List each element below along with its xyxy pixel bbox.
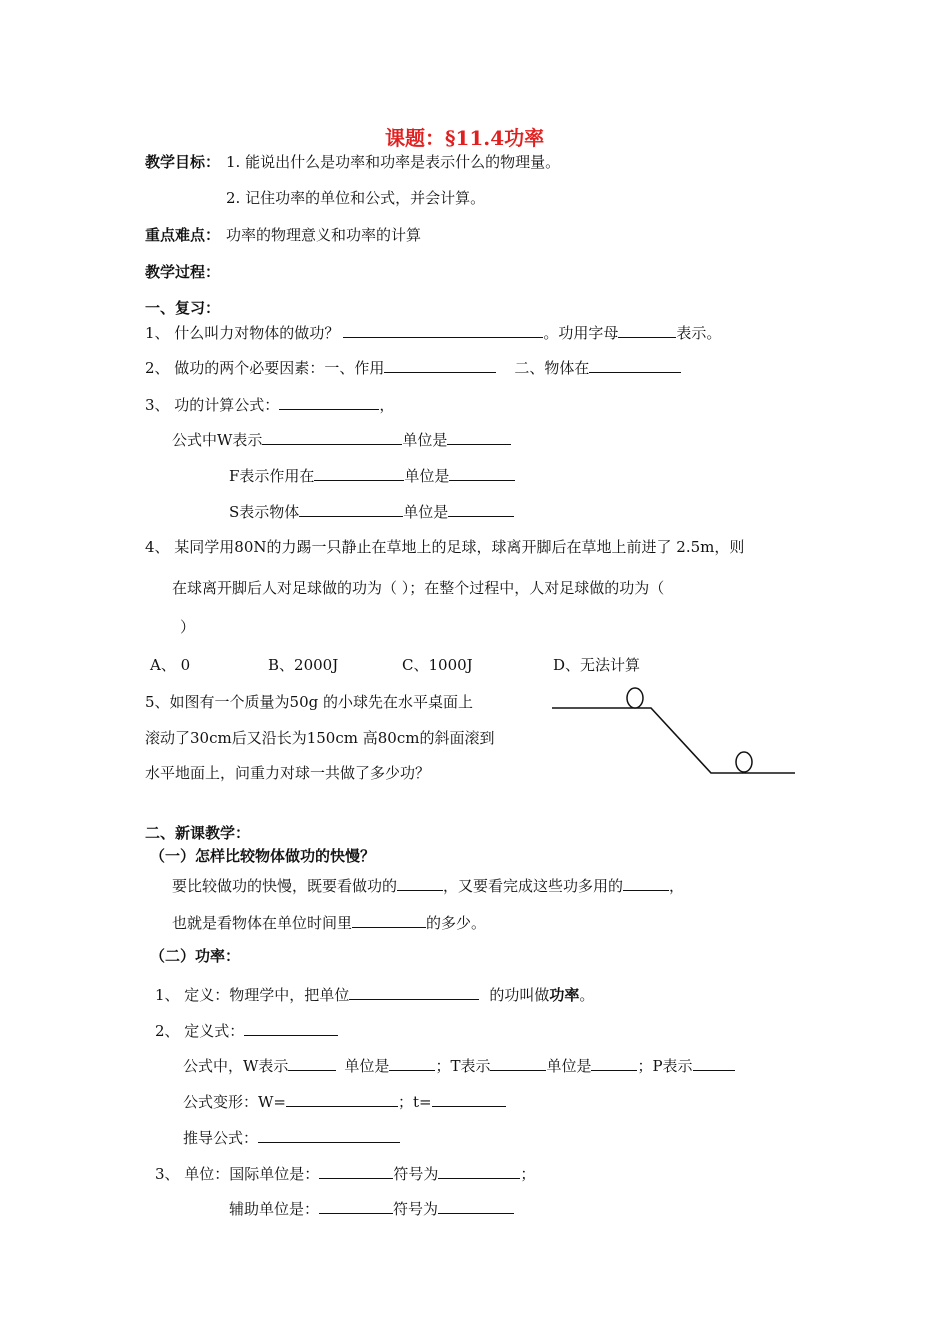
fx-t-label: ；T表示 (435, 1057, 491, 1075)
derived-formula-line (183, 1126, 400, 1148)
formula-variation-line (183, 1090, 506, 1112)
blank[interactable] (262, 428, 402, 445)
s-label: S表示物体 (229, 503, 300, 521)
review-q3 (145, 393, 394, 415)
blank[interactable] (314, 464, 404, 481)
part1-line2 (172, 911, 486, 933)
blank[interactable] (279, 393, 379, 410)
goals-label: 教学目标： (145, 153, 221, 171)
incline-diagram (545, 680, 805, 780)
aux-unit-label: 辅助单位是： (229, 1200, 320, 1218)
blank[interactable] (438, 1197, 514, 1214)
blank[interactable] (244, 1019, 338, 1036)
review-s-line (229, 500, 514, 522)
si-symbol-label: 符号为 (393, 1165, 439, 1183)
blank[interactable] (490, 1054, 546, 1071)
definition-line (155, 983, 594, 1005)
fx-t-unit-label: 单位是 (546, 1057, 592, 1075)
review-q2-text: 2、 做功的两个必要因素：一、作用 (145, 359, 385, 377)
blank[interactable] (589, 356, 681, 373)
review-q2-text-2: 二、物体在 (514, 359, 590, 377)
keypoints-text: 功率的物理意义和功率的计算 (226, 226, 422, 244)
blank[interactable] (618, 321, 676, 338)
variation-t-label: ；t= (398, 1093, 432, 1111)
blank[interactable] (448, 500, 514, 517)
w-label: 公式中W表示 (172, 431, 263, 449)
definition-text-2: 的功叫做 (489, 986, 550, 1004)
fx-w-label: 公式中，W表示 (183, 1057, 289, 1075)
review-q5-line2: 滚动了30cm后又沿长为150cm 高80cm的斜面滚到 (145, 729, 495, 747)
blank[interactable] (447, 428, 511, 445)
blank[interactable] (397, 874, 443, 891)
review-q4-line1: 4、 某同学用80N的力踢一只静止在草地上的足球，球离开脚后在草地上前进了 2.5m，则 (145, 538, 745, 556)
f-unit-label: 单位是 (404, 467, 450, 485)
unit-separator: ； (520, 1165, 536, 1183)
blank[interactable] (693, 1054, 735, 1071)
derived-formula-label: 推导公式： (183, 1129, 259, 1147)
w-unit-label: 单位是 (402, 431, 448, 449)
definition-text-3: 。 (579, 986, 595, 1004)
option-a[interactable]: A、 0 (150, 656, 191, 674)
review-q1 (145, 321, 721, 343)
blank[interactable] (623, 874, 669, 891)
blank[interactable] (319, 1162, 393, 1179)
review-q4-line3: ） (180, 618, 196, 636)
review-w-line (172, 428, 511, 450)
review-q5-line1: 5、如图有一个质量为50g 的小球先在水平桌面上 (145, 693, 474, 711)
part1-text-2: ，又要看完成这些功多用的 (443, 877, 624, 895)
blank[interactable] (286, 1090, 398, 1107)
definition-text: 1、 定义：物理学中，把单位 (155, 986, 350, 1004)
fx-p-label: ；P表示 (637, 1057, 693, 1075)
definition-term: 功率 (549, 986, 580, 1004)
incline-surface (552, 708, 795, 773)
formula-vars-line (183, 1054, 735, 1076)
review-q1-text-2: 。功用字母 (543, 324, 619, 342)
blank[interactable] (384, 356, 496, 373)
blank[interactable] (591, 1054, 637, 1071)
new-lesson-heading: 二、新课教学： (145, 824, 251, 842)
blank[interactable] (432, 1090, 506, 1107)
fx-w-unit-label: 单位是 (344, 1057, 390, 1075)
option-d[interactable]: D、无法计算 (553, 656, 641, 674)
review-q4-line2: 在球离开脚后人对足球做的功为（ ）；在整个过程中，人对足球做的功为（ (172, 579, 665, 597)
part1-heading: （一）怎样比较物体做功的快慢？ (150, 847, 376, 865)
blank[interactable] (258, 1126, 400, 1143)
blank[interactable] (299, 500, 403, 517)
goal-item-1: 1. 能说出什么是功率和功率是表示什么的物理量。 (226, 153, 561, 171)
process-label: 教学过程： (145, 263, 221, 281)
keypoints-label: 重点难点： (145, 226, 221, 244)
unit-line (155, 1162, 535, 1184)
aux-unit-line (229, 1197, 514, 1219)
part1-line1 (172, 874, 684, 896)
part1-text: 要比较做功的快慢，既要看做功的 (172, 877, 398, 895)
si-unit-label: 3、 单位：国际单位是： (155, 1165, 320, 1183)
blank[interactable] (319, 1197, 393, 1214)
review-q1-text: 1、 什么叫力对物体的做功？ (145, 324, 340, 342)
review-q5-line3: 水平地面上，问重力对球一共做了多少功？ (145, 764, 431, 782)
review-q1-text-3: 表示。 (676, 324, 722, 342)
blank[interactable] (449, 464, 515, 481)
ball-on-ground (736, 752, 752, 772)
option-c[interactable]: C、1000J (402, 656, 473, 674)
blank[interactable] (288, 1054, 336, 1071)
review-q3-text-2: ， (379, 396, 395, 414)
review-q3-text: 3、 功的计算公式： (145, 396, 280, 414)
formula-label: 2、 定义式： (155, 1022, 245, 1040)
part1-text-3: ， (669, 877, 685, 895)
variation-w-label: 公式变形：W= (183, 1093, 286, 1111)
formula-line (155, 1019, 338, 1041)
ball-on-table (627, 688, 643, 708)
s-unit-label: 单位是 (403, 503, 449, 521)
review-f-line (229, 464, 515, 486)
option-b[interactable]: B、2000J (268, 656, 339, 674)
part1-text-5: 的多少。 (426, 914, 487, 932)
blank[interactable] (438, 1162, 520, 1179)
blank[interactable] (349, 983, 479, 1000)
page-title: 课题：§11.4功率 (385, 126, 545, 150)
blank[interactable] (389, 1054, 435, 1071)
f-label: F表示作用在 (229, 467, 315, 485)
blank[interactable] (352, 911, 426, 928)
part2-heading: （二）功率： (150, 947, 241, 965)
part1-text-4: 也就是看物体在单位时间里 (172, 914, 353, 932)
review-heading: 一、复习： (145, 299, 221, 317)
aux-symbol-label: 符号为 (393, 1200, 439, 1218)
blank[interactable] (343, 321, 543, 338)
goal-item-2: 2. 记住功率的单位和公式，并会计算。 (226, 189, 486, 207)
review-q2 (145, 356, 681, 378)
